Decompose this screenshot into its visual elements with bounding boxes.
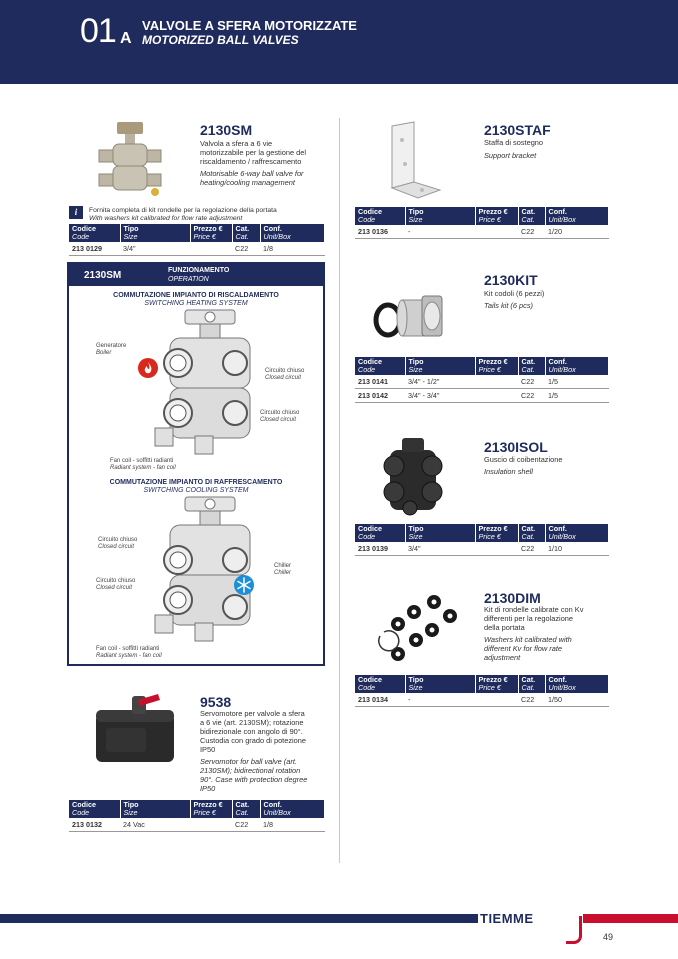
desc-en-2130kit — [484, 301, 533, 310]
desc-en-2130sm — [200, 169, 304, 187]
desc-it-2130dim — [484, 605, 583, 632]
desc-line: heating/cooling management — [200, 178, 295, 187]
table-header — [355, 207, 609, 225]
cell-code: 213 0139 — [355, 542, 405, 556]
col-conf: Conf. Unit/Box — [545, 524, 609, 542]
col-code: Codice Code — [69, 224, 120, 242]
servomotor-image — [88, 692, 188, 772]
table-row — [355, 375, 609, 389]
cell-cat: C22 — [518, 542, 545, 556]
table-row — [69, 818, 325, 832]
col-size: Tipo Size — [405, 524, 475, 542]
table-row — [355, 225, 609, 239]
desc-line: Custodia con grado di potezione — [200, 736, 307, 745]
cooling-valve-diagram — [140, 495, 270, 645]
table-row — [355, 389, 609, 403]
desc-en-2130staf — [484, 151, 536, 160]
col-cat: Cat. Cat. — [518, 357, 545, 375]
info-icon: i — [69, 206, 83, 219]
desc-line: Insulation shell — [484, 467, 533, 476]
desc-en-2130dim — [484, 635, 572, 662]
label-fancoil-2: Fan coil - soffitti radianti Radiant system - fan coil — [96, 646, 162, 659]
cooling-title-en: SWITCHING COOLING SYSTEM — [143, 487, 249, 494]
note-en: With washers kit calibrated for flow rate adjustment — [89, 215, 243, 222]
product-code-9538: 9538 — [200, 694, 232, 710]
table-row — [69, 242, 325, 256]
desc-line: riscaldamento / raffrescamento — [200, 157, 302, 166]
cell-code: 213 0129 — [69, 242, 120, 256]
cell-size: 24 Vac — [120, 818, 190, 832]
desc-line: IP50 — [200, 745, 216, 754]
price-table-2130staf — [355, 207, 609, 239]
col-conf: Conf. Unit/Box — [260, 800, 325, 818]
logo-hook-icon — [566, 916, 582, 944]
chapter-title-it: VALVOLE A SFERA MOTORIZZATE — [142, 18, 357, 33]
col-cat: Cat. Cat. — [518, 207, 545, 225]
table-row — [355, 542, 609, 556]
insulation-shell-image — [380, 436, 446, 518]
ball-valve-6way-image — [95, 120, 165, 200]
price-table-9538 — [69, 800, 325, 832]
desc-line: Support bracket — [484, 151, 537, 160]
page-number: 49 — [603, 932, 614, 942]
operation-title-it: FUNZIONAMENTO — [168, 267, 230, 274]
cell-cat: C22 — [232, 818, 260, 832]
desc-line: 90°. Case with protection degree — [200, 775, 308, 784]
col-size: Tipo Size — [405, 357, 475, 375]
cell-size: 3/4" — [120, 242, 190, 256]
desc-line: adjustment — [484, 653, 521, 662]
desc-it-2130isol — [484, 455, 562, 464]
table-header — [69, 224, 325, 242]
cell-cat: C22 — [518, 225, 545, 239]
price-table-2130sm — [69, 224, 325, 256]
label-closed-2: Circuito chiuso Closed circuit — [260, 410, 300, 423]
cell-cat: C22 — [232, 242, 260, 256]
label-fancoil-1: Fan coil - soffitti radianti Radiant system - fan coil — [110, 458, 176, 471]
cooling-title-it: COMMUTAZIONE IMPIANTO DI RAFFRESCAMENTO — [109, 479, 283, 486]
washers-kit-image — [362, 592, 470, 668]
col-size: Tipo Size — [405, 675, 475, 693]
chapter-number: 01 — [80, 12, 116, 50]
desc-it-2130kit — [484, 289, 544, 298]
header-banner — [0, 0, 678, 84]
column-divider — [339, 118, 340, 863]
desc-line: Motorisable 6-way ball valve for — [200, 169, 304, 178]
desc-line: Washers kit calibrated with — [484, 635, 572, 644]
col-price: Prezzo € Price € — [190, 800, 232, 818]
desc-line: bidirezionale con angolo di 90°. — [200, 727, 303, 736]
snowflake-icon — [234, 575, 254, 595]
cell-conf: 1/5 — [545, 375, 609, 389]
col-price: Prezzo € Price € — [475, 675, 518, 693]
heating-title-en: SWITCHING HEATING SYSTEM — [144, 300, 248, 307]
col-size: Tipo Size — [120, 800, 190, 818]
cell-cat: C22 — [518, 375, 545, 389]
col-conf: Conf. Unit/Box — [260, 224, 325, 242]
table-row — [355, 693, 609, 707]
cell-price — [190, 818, 232, 832]
chapter-letter: A — [120, 30, 132, 47]
label-closed-3: Circuito chiuso Closed circuit — [98, 537, 138, 550]
col-conf: Conf. Unit/Box — [545, 207, 609, 225]
cell-code: 213 0136 — [355, 225, 405, 239]
desc-en-2130isol — [484, 467, 533, 476]
tails-kit-image — [372, 286, 452, 341]
desc-line: motorizzabile per la gestione del — [200, 148, 306, 157]
cell-code: 213 0134 — [355, 693, 405, 707]
desc-line: 2130SM); bidirectional rotation — [200, 766, 301, 775]
col-price: Prezzo € Price € — [190, 224, 232, 242]
chapter-title-en: MOTORIZED BALL VALVES — [142, 33, 299, 47]
cell-size: 3/4" — [405, 542, 475, 556]
desc-line: Kit codoli (6 pezzi) — [484, 289, 545, 298]
product-code-2130dim: 2130DIM — [484, 590, 541, 606]
cell-conf: 1/8 — [260, 818, 325, 832]
operation-title-en: OPERATION — [168, 276, 209, 283]
table-header — [355, 524, 609, 542]
operation-code: 2130SM — [84, 270, 122, 281]
cell-code: 213 0141 — [355, 375, 405, 389]
desc-line: Valvola a sfera a 6 vie — [200, 139, 273, 148]
product-code-2130kit: 2130KIT — [484, 272, 538, 288]
desc-it-2130staf — [484, 138, 543, 147]
col-price: Prezzo € Price € — [475, 207, 518, 225]
cell-conf: 1/8 — [260, 242, 325, 256]
col-code: Codice Code — [355, 207, 405, 225]
price-table-2130isol — [355, 524, 609, 556]
label-closed-1: Circuito chiuso Closed circuit — [265, 368, 305, 381]
col-conf: Conf. Unit/Box — [545, 675, 609, 693]
col-conf: Conf. Unit/Box — [545, 357, 609, 375]
cell-conf: 1/10 — [545, 542, 609, 556]
label-closed-4: Circuito chiuso Closed circuit — [96, 578, 136, 591]
label-chiller: Chiller Chiller — [274, 563, 292, 576]
cell-conf: 1/5 — [545, 389, 609, 403]
col-price: Prezzo € Price € — [475, 524, 518, 542]
table-header — [355, 357, 609, 375]
desc-line: Servomotore per valvole a sfera — [200, 709, 305, 718]
col-size: Tipo Size — [405, 207, 475, 225]
footer-accent — [583, 914, 678, 923]
product-code-2130sm: 2130SM — [200, 122, 253, 138]
table-header — [355, 675, 609, 693]
cell-size: 3/4" - 1/2" — [405, 375, 475, 389]
cell-price — [475, 542, 518, 556]
col-cat: Cat. Cat. — [232, 224, 260, 242]
table-header — [69, 800, 325, 818]
product-code-2130staf: 2130STAF — [484, 122, 551, 138]
heating-valve-diagram — [140, 308, 270, 458]
cell-cat: C22 — [518, 693, 545, 707]
desc-line: differenti per la regolazione — [484, 614, 574, 623]
col-code: Codice Code — [69, 800, 120, 818]
col-cat: Cat. Cat. — [518, 675, 545, 693]
col-code: Codice Code — [355, 675, 405, 693]
cell-code: 213 0132 — [69, 818, 120, 832]
desc-line: IP50 — [200, 784, 216, 793]
cell-size: 3/4" - 3/4" — [405, 389, 475, 403]
cell-price — [475, 375, 518, 389]
desc-line: Tails kit (6 pcs) — [484, 301, 534, 310]
col-price: Prezzo € Price € — [475, 357, 518, 375]
desc-en-9538 — [200, 757, 307, 793]
heating-title-it: COMMUTAZIONE IMPIANTO DI RISCALDAMENTO — [113, 292, 279, 299]
desc-line: Kit di rondelle calibrate con Kv — [484, 605, 584, 614]
cell-conf: 1/50 — [545, 693, 609, 707]
cell-cat: C22 — [518, 389, 545, 403]
cell-size: - — [405, 693, 475, 707]
desc-line: different Kv for flow rate — [484, 644, 563, 653]
cell-price — [475, 389, 518, 403]
desc-line: Guscio di coibentazione — [484, 455, 563, 464]
desc-line: Staffa di sostegno — [484, 138, 544, 147]
brand-logo: TIEMME — [480, 911, 534, 926]
cell-conf: 1/20 — [545, 225, 609, 239]
cell-price — [475, 225, 518, 239]
desc-it-2130sm — [200, 139, 306, 166]
price-table-2130kit — [355, 357, 609, 403]
col-code: Codice Code — [355, 357, 405, 375]
col-code: Codice Code — [355, 524, 405, 542]
desc-line: a 6 vie (art. 2130SM); rotazione — [200, 718, 304, 727]
product-code-2130isol: 2130ISOL — [484, 439, 548, 455]
price-table-2130dim — [355, 675, 609, 707]
support-bracket-image — [378, 120, 448, 202]
cell-price — [190, 242, 232, 256]
flame-icon — [138, 358, 158, 378]
cell-price — [475, 693, 518, 707]
col-cat: Cat. Cat. — [518, 524, 545, 542]
col-size: Tipo Size — [120, 224, 190, 242]
col-cat: Cat. Cat. — [232, 800, 260, 818]
cell-code: 213 0142 — [355, 389, 405, 403]
desc-it-9538 — [200, 709, 306, 754]
cell-size: - — [405, 225, 475, 239]
desc-line: Servomotor for ball valve (art. — [200, 757, 297, 766]
note-it: Fornita completa di kit rondelle per la regolazione della portata — [89, 207, 277, 214]
label-boiler: Generatore Boiler — [96, 343, 127, 356]
desc-line: della portata — [484, 623, 525, 632]
